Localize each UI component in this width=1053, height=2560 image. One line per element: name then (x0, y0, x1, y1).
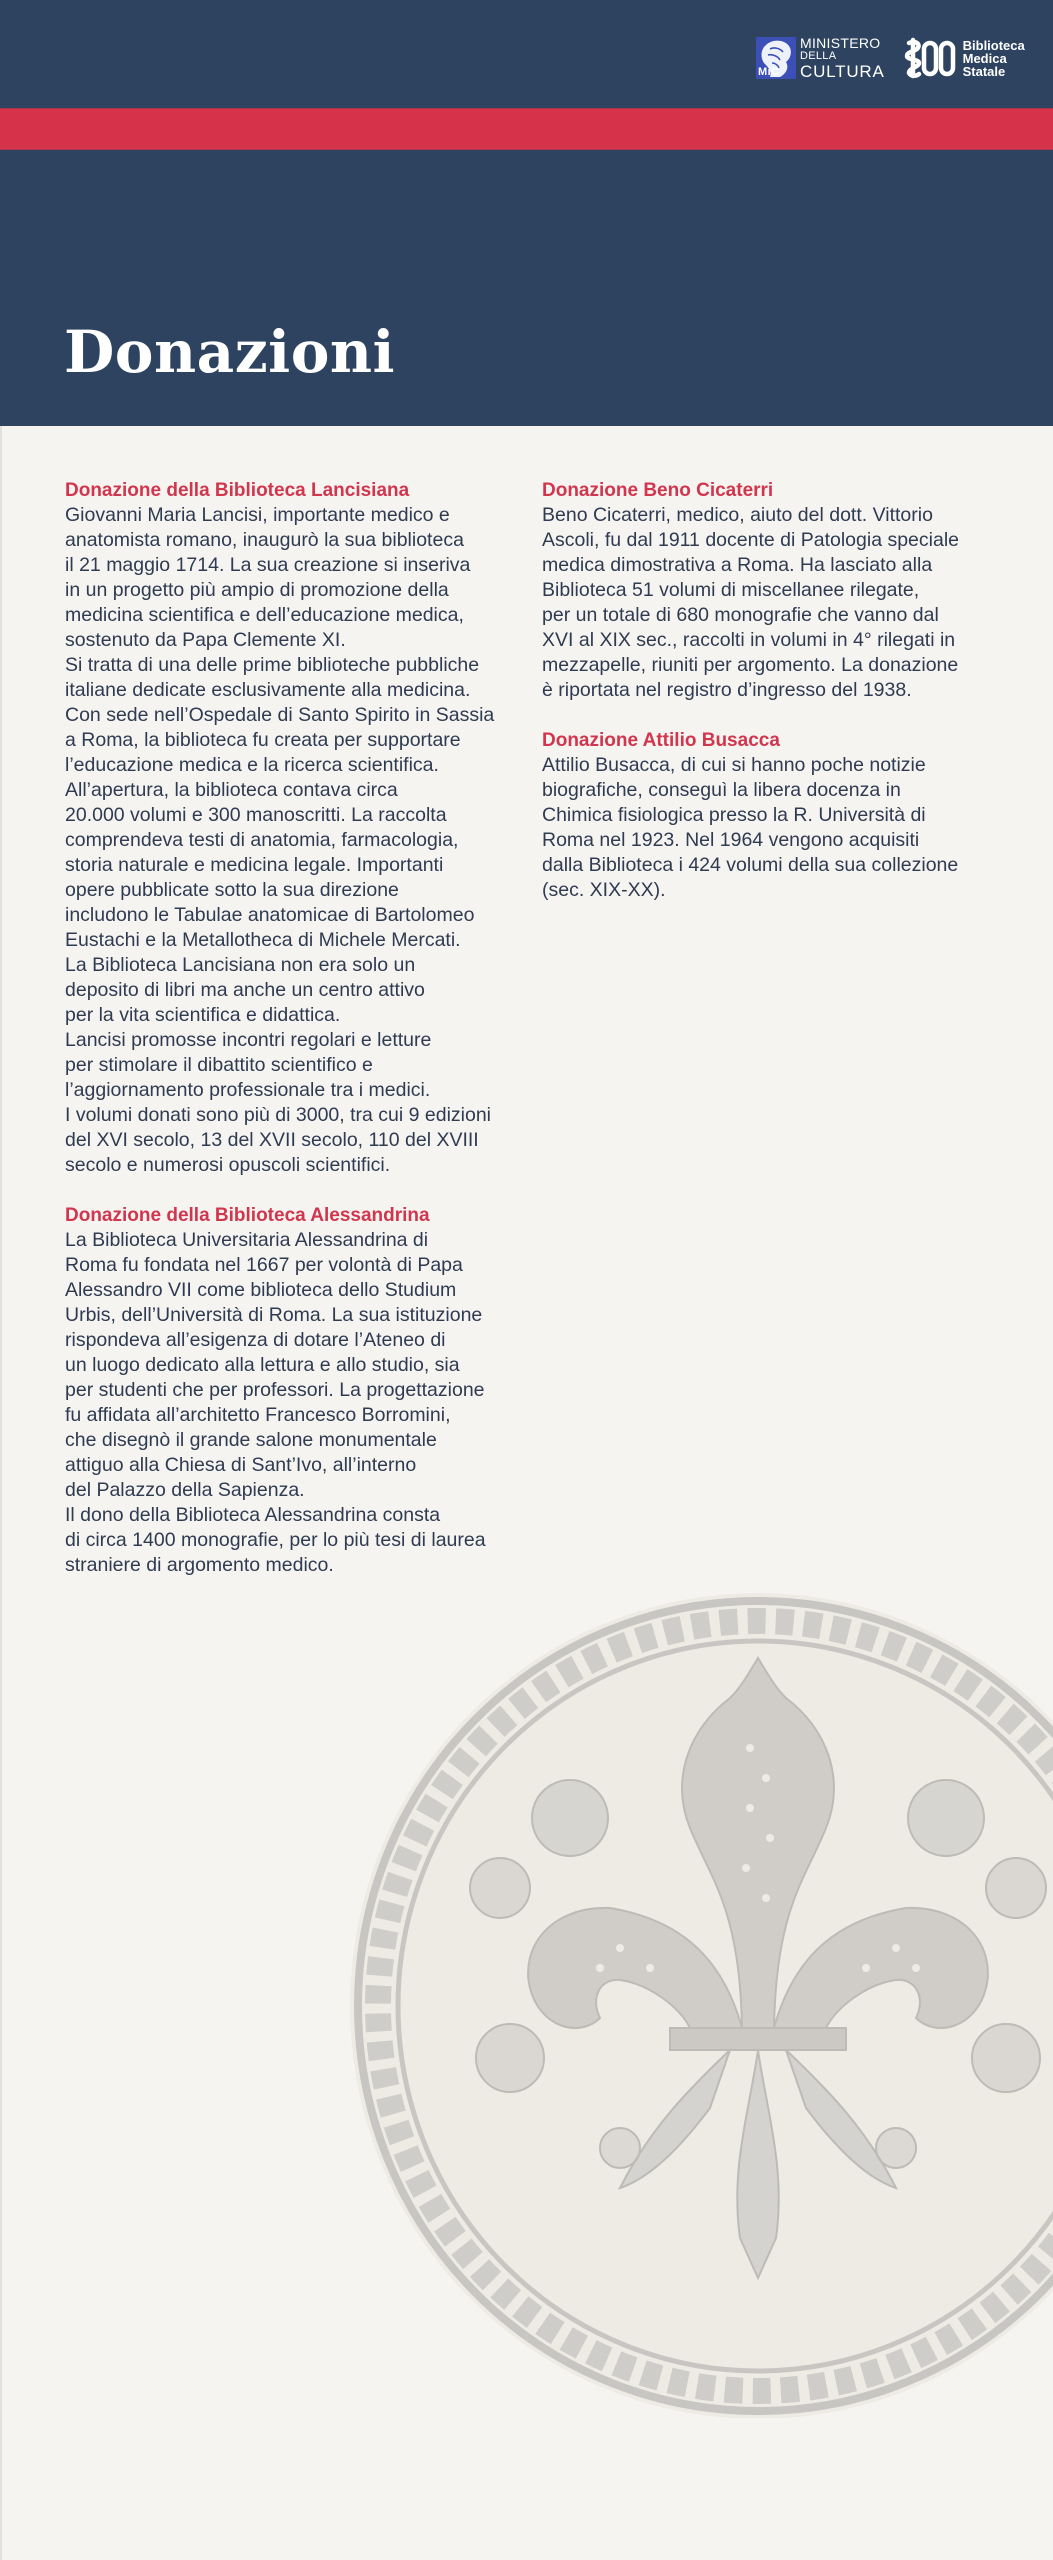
body-text-line: di circa 1400 monografie, per lo più tesi di laurea (65, 1529, 486, 1551)
section-body (542, 503, 1012, 703)
body-text-line: La Biblioteca Lancisiana non era solo un (65, 954, 416, 976)
body-text-line: rispondeva all’esigenza di dotare l’Ateneo di (65, 1329, 446, 1351)
bms-line-1: Biblioteca (962, 37, 1025, 53)
body-text-line: Roma fu fondata nel 1667 per volontà di Papa (65, 1254, 463, 1276)
body-text-line: Con sede nell’Ospedale di Santo Spirito in Sassia (65, 704, 495, 726)
body-text-line: (sec. XIX-XX). (542, 879, 666, 901)
bms-line-3: Statale (962, 63, 1006, 79)
body-text-line: fu affidata all’architetto Francesco Borromini, (65, 1404, 451, 1426)
body-text-line: Si tratta di una delle prime biblioteche pubbliche (65, 654, 480, 676)
ministero-cultura-logo[interactable] (756, 36, 885, 80)
body-text-line: XVI al XIX sec., raccolti in volumi in 4° rilegati in (542, 629, 956, 651)
body-text-line: includono le Tabulae anatomicae di Bartolomeo (65, 904, 475, 926)
body-text-line: deposito di libri ma anche un centro attivo (65, 979, 425, 1001)
red-band (0, 109, 1053, 149)
body-text-line: Ascoli, fu dal 1911 docente di Patologia speciale (542, 529, 960, 551)
body-text-line: Il dono della Biblioteca Alessandrina consta (65, 1504, 441, 1526)
body-text-line: attiguo alla Chiesa di Sant’Ivo, all’interno (65, 1454, 417, 1476)
left-column (65, 478, 515, 1603)
body-text-line: il 21 maggio 1714. La sua creazione si inseriva (65, 554, 471, 576)
mic-line-2: DELLA (800, 50, 837, 62)
body-text-line: sostenuto da Papa Clemente XI. (65, 629, 346, 651)
body-text-line: straniere di argomento medico. (65, 1554, 334, 1576)
section-body (65, 503, 515, 1178)
body-text-line: per la vita scientifica e didattica. (65, 1004, 341, 1026)
body-text-line: I volumi donati sono più di 3000, tra cui 9 edizioni (65, 1104, 492, 1126)
logo-group (756, 36, 1025, 80)
right-column (542, 478, 1012, 928)
body-text-line: Biblioteca 51 volumi di miscellanee rilegate, (542, 579, 920, 601)
body-text-line: medicina scientifica e dell’educazione medica, (65, 604, 464, 626)
body-text-line: italiane dedicate esclusivamente alla medicina. (65, 679, 471, 701)
body-text-line: Chimica fisiologica presso la R. Università di (542, 804, 926, 826)
body-text-line: per studenti che per professori. La progettazione (65, 1379, 485, 1401)
body-text-line: del XVI secolo, 13 del XVII secolo, 110 del XVIII (65, 1129, 479, 1151)
three-hundred-caduceus-icon (903, 37, 959, 79)
body-text-line: Giovanni Maria Lancisi, importante medico e (65, 504, 450, 526)
body-text-line: secolo e numerosi opuscoli scientifici. (65, 1154, 391, 1176)
bms-wordmark (963, 39, 1025, 78)
body-text-line: opere pubblicate sotto la sua direzione (65, 879, 399, 901)
body-text-line: dalla Biblioteca i 424 volumi della sua collezione (542, 854, 959, 876)
mic-badge-text: MiC (758, 66, 780, 78)
section-body (65, 1228, 515, 1578)
body-text-line: per stimolare il dibattito scientifico e (65, 1054, 373, 1076)
section-lancisiana (65, 478, 515, 1178)
body-text-line: del Palazzo della Sapienza. (65, 1479, 305, 1501)
bms-line-2: Medica (962, 50, 1007, 66)
page-title: Donazioni (64, 318, 396, 386)
body-text-line: Urbis, dell’Università di Roma. La sua istituzione (65, 1304, 483, 1326)
body-text-line: che disegnò il grande salone monumentale (65, 1429, 437, 1451)
body-text-line: All’apertura, la biblioteca contava circa (65, 779, 398, 801)
body-text-line: a Roma, la biblioteca fu creata per supportare (65, 729, 461, 751)
section-body (542, 753, 1012, 903)
section-title: Donazione Beno Cicaterri (542, 480, 774, 501)
page-left-edge (0, 426, 2, 2560)
body-text-line: Lancisi promosse incontri regolari e letture (65, 1029, 432, 1051)
body-text-line: biografiche, conseguì la libera docenza in (542, 779, 901, 801)
body-text-line: Attilio Busacca, di cui si hanno poche notizie (542, 754, 926, 776)
body-text-line: l’aggiornamento professionale tra i medici. (65, 1079, 431, 1101)
section-cicaterri (542, 478, 1012, 703)
section-title: Donazione della Biblioteca Alessandrina (65, 1205, 430, 1226)
fleur-de-lis-seal-icon (350, 1588, 1053, 2418)
header-banner (0, 0, 1053, 426)
body-text-line: l’educazione medica e la ricerca scientifica. (65, 754, 439, 776)
body-text-line: un luogo dedicato alla lettura e allo studio, sia (65, 1354, 460, 1376)
body-text-line: medica dimostrativa a Roma. Ha lasciato alla (542, 554, 933, 576)
mic-badge (756, 37, 796, 79)
section-alessandrina (65, 1203, 515, 1578)
body-text-line: per un totale di 680 monografie che vanno dal (542, 604, 939, 626)
body-text-line: Roma nel 1923. Nel 1964 vengono acquisiti (542, 829, 920, 851)
section-title: Donazione Attilio Busacca (542, 730, 780, 751)
section-busacca (542, 728, 1012, 903)
body-text-line: in un progetto più ampio di promozione della (65, 579, 449, 601)
section-title: Donazione della Biblioteca Lancisiana (65, 480, 410, 501)
body-text-line: Beno Cicaterri, medico, aiuto del dott. Vittorio (542, 504, 933, 526)
biblioteca-medica-statale-logo[interactable] (903, 37, 1025, 79)
body-text-line: anatomista romano, inaugurò la sua biblioteca (65, 529, 464, 551)
mic-wordmark (800, 36, 885, 80)
body-text-line: storia naturale e medicina legale. Importanti (65, 854, 444, 876)
mic-line-3: CULTURA (800, 62, 885, 81)
body-text-line: La Biblioteca Universitaria Alessandrina di (65, 1229, 429, 1251)
body-text-line: mezzapelle, riuniti per argomento. La donazione (542, 654, 959, 676)
mic-line-1: MINISTERO (800, 35, 881, 51)
body-text-line: comprendeva testi di anatomia, farmacologia, (65, 829, 459, 851)
body-text-line: Alessandro VII come biblioteca dello Studium (65, 1279, 457, 1301)
body-text-line: è riportata nel registro d’ingresso del 1938. (542, 679, 912, 701)
body-text-line: 20.000 volumi e 300 manoscritti. La raccolta (65, 804, 447, 826)
body-text-line: Eustachi e la Metallotheca di Michele Mercati. (65, 929, 461, 951)
